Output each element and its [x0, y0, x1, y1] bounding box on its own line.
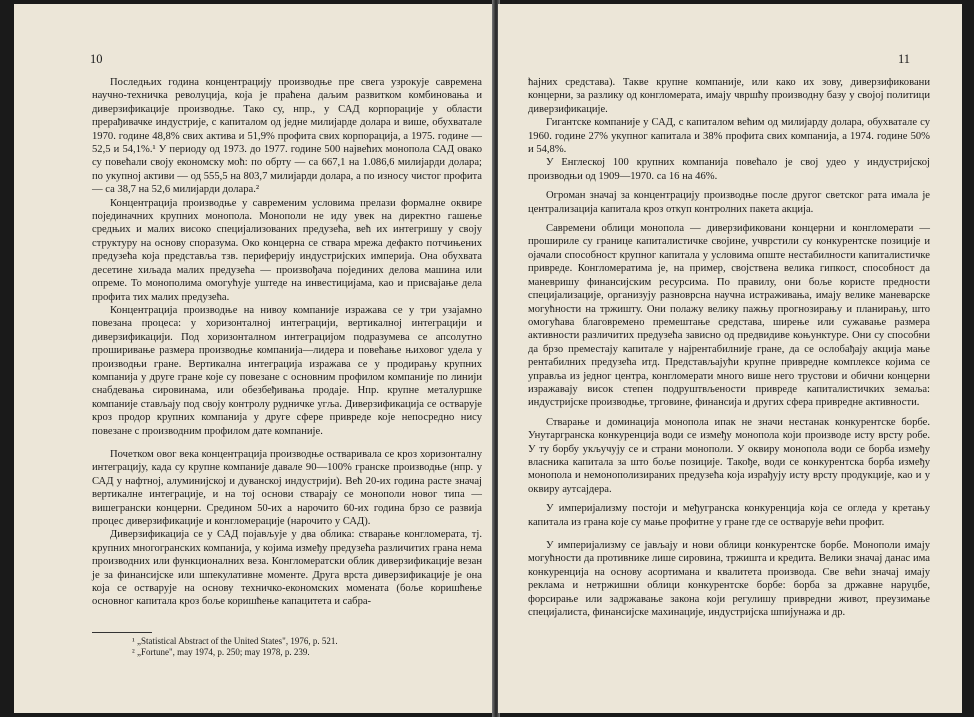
right-page	[498, 4, 962, 713]
paragraph: Савремени облици монопола — диверзификовани концерни и конгломерати — прошириле су границе капиталистичке својине, учврстили су конкурентске позиције и ојачали способност крупног капитала у условима опште нестабилности капиталистичке привреде. Конгломератима је, на пример, својствена велика гипкост, способност да маневришу финансијским ресурсима. По правилу, они боље користе предности специјализације, организују разноврсна научна истраживања, имају велике маневарске могућности на тржишту. Они полажу велику пажњу прогнозирању и планирању, што омогућава благовремено премештање средстава, ширење или сужавање размера активности различитих предузећа зависно од предвидиве коњунктуре. Они су способни да брзо преместају капитале у најрентабилније гране, да се ослобађају акција мање рентабилних предузећа итд. Представљајући крупне привредне комплексе којима се управља из једног центра, конгломерати много више него трустови и обични концерни изражавају висок степен подруштвљености привреде капиталистичких земаља: индустријске производње, трговине, финансија и других сфера привредне активности.	[528, 223, 930, 409]
paragraph: У империјализму постоји и међугранска конкуренција која се огледа у кретању капитала из грана које су мање профитне у гране где се остварује већи профит.	[528, 503, 930, 528]
paragraph: Огроман значај за концентрацију производње после другог светског рата имала је централизација капитала кроз откуп контролних пакета акција.	[528, 190, 930, 215]
paragraph: Стварање и доминација монопола ипак не значи нестанак конкурентске борбе. Унутаргранска конкуренција води се између монопола који производе исту врсту робе. У ту борбу укључују се и страни монополи. У оквиру монопола води се борба између власника капитала за што боље позиције. Такође, води се конкурентска борба између монопола и немонополизираних предузећа која израђују исту врсту продукције, као и у оквиру аутсајдера.	[528, 416, 930, 495]
left-page	[14, 4, 494, 713]
right-page-number: 11	[898, 52, 911, 66]
footnote: ¹ „Statistical Abstract of the United States", 1976, p. 521.	[132, 636, 338, 646]
footnote: ² „Fortune", may 1974, p. 250; may 1978, p. 239.	[132, 647, 310, 657]
right-page-body	[528, 76, 930, 619]
paragraph: Концентрација производње у савременим условима прелази формалне оквире појединачних крупних монопола. Монополи не иду увек на директно гашење средњих и малих високо специјализованих предузећа, већ их интегришу у своју структуру на основу споразума. Око концерна се ствара мрежа дефакто потчињених предузећа која представља тзв. периферију индустријских империја. Она обухвата десетине хиљада малих предузећа — произвођача појединих делова машина или опреме. То монополима омогућује уштеде на инвестицијама, као и присвајање дела профита тих малих предузећа.	[92, 197, 482, 303]
paragraph: Диверзификација се у САД појављује у два облика: стварање конгломерата, тј. крупних многогранских компанија, у којима између предузећа различитих грана нема производних или функционалних веза. Конгломератски облик диверзификације везан је за финансијске или шпекулативне моменте. Друга врста диверзификације је она која се остварује на основу техничко-економских момената (боље коришћење основног капитала кроз боље коришћење капацитета и сабра-	[92, 529, 482, 608]
paragraph: У империјализму се јављају и нови облици конкурентске борбе. Монополи имају могућности да противнике лише сировина, тржишта и кредита. Велики значај данас има конкуренција на основу асортимана и квалитета производа. Све већи значај имају реклама и нетржишни облици конкурентске борбе: борба за државне наруџбе, форсирање или задржавање закона који регулишу привредни живот, преузимање специјалиста, финансијске махинације, индустријска шпијунажа и др.	[528, 540, 930, 619]
paragraph: У Енглеској 100 крупних компанија повећало је свој удео у индустријској производњи од 1909—1970. са 16 на 46%.	[528, 157, 930, 182]
paragraph: Концентрација производње на нивоу компаније изражава се у три узајамно повезана процеса: у хоризонталној интеграцији, вертикалној интеграцији и диверзификацији. Под хоризонталном интеграцијом подразумева се апсолутно проширивање размера производње компанија—лидера и повећање њиховог удела у производњи гране. Вертикална интеграција изражава се у продирању крупних компанија у друге гране које су повезане с основним профилом компаније по линији снабдевања сировинама, или обезбеђивања продаје. Нпр. крупне металуршке компаније стављају под своју контролу рудничке угља. Диверзификација се остварује кроз продор крупних компанија у друге сфере привреде које непосредно нису повезане с производним профилом дате компаније.	[92, 304, 482, 437]
left-page-body	[92, 76, 482, 609]
left-page-number: 10	[90, 52, 103, 66]
paragraph: ћајних средстава). Такве крупне компаније, или како их зову, диверзификовани концерни, за разлику од конгломерата, имају чвршћу производну базу у својој политици диверзификације.	[528, 77, 930, 115]
paragraph: Гигантске компаније у САД, с капиталом већим од милијарду долара, обухватале су 1960. године 27% укупног капитала и 38% профита свих компанија, а 1974. године 50% и 54,8%.	[528, 117, 930, 156]
footnotes	[132, 636, 482, 658]
footnote-rule	[92, 632, 152, 633]
paragraph: Последњих година концентрацију производње пре свега узрокује савремена научно-техничка револуција, која је праћена даљим развитком комбиновања и диверзификације производње. Тако су, нпр., у САД корпорације у области прерађивачке индустрије, с капиталом од једне милијарде долара и више, обухватале 1970. године 48,8% свих актива и 51,9% профита свих корпорација, а 1975. године — 52,5 и 54,1%.¹ У периоду од 1973. до 1977. године 500 највећих монопола САД овако су повећали своју економску моћ: по обрту — са 667,1 на 1.086,6 милијарди долара; по укупној активи — од 555,5 на 803,7 милијарди долара, а по износу чистог профита — са 38,7 на 52,6 милијарди долара.²	[92, 77, 482, 196]
paragraph: Почетком овог века концентрација производње остваривала се кроз хоризонталну интеграцију, када су крупне компаније давале 90—100% гранске производње (нпр. у САД у нафтној, алуминијској и дуванској индустрији). Већ 20-их година расте значај вертикалне интеграције, и на тој основи стварају се монополи новог типа — вишегрански концерни. Средином 50-их а нарочито 60-их година брзо се развија процес диверзификације и конгломерације (нарочито у САД).	[92, 448, 482, 527]
